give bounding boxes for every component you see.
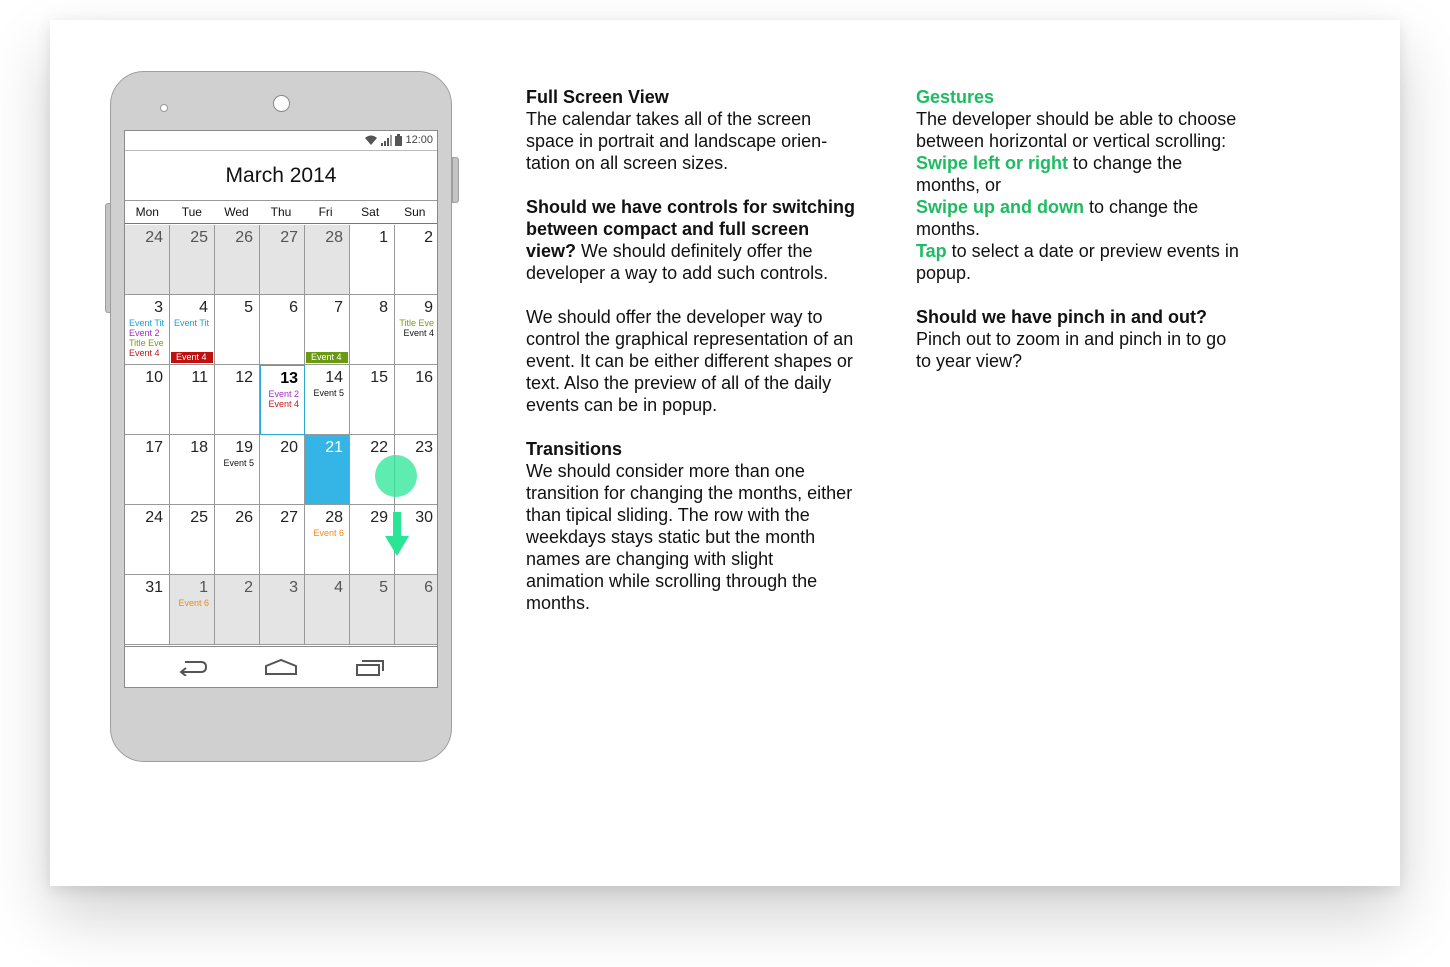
section-title: Gestures — [916, 87, 995, 107]
calendar-day-cell[interactable] — [305, 365, 350, 435]
day-number: 2 — [244, 579, 253, 596]
day-number: 7 — [334, 299, 343, 316]
calendar-day-cell[interactable] — [260, 575, 305, 645]
day-number: 4 — [334, 579, 343, 596]
event-bar[interactable]: Event 4 — [171, 352, 213, 363]
section-title: Transitions — [526, 439, 623, 459]
day-number: 3 — [289, 579, 298, 596]
day-number: 29 — [370, 509, 388, 526]
day-number: 5 — [379, 579, 388, 596]
calendar-day-cell[interactable] — [215, 505, 260, 575]
day-number: 27 — [280, 229, 298, 246]
section-body: The calendar takes all of the screen space in portrait and landscape orien-tation on all screen sizes. — [526, 109, 828, 173]
event-label[interactable]: Title Eve — [129, 338, 164, 348]
event-label[interactable]: Event Tit — [173, 318, 209, 328]
day-number: 24 — [145, 229, 163, 246]
day-number: 3 — [154, 299, 163, 316]
calendar-day-cell[interactable] — [170, 295, 215, 365]
sensor-icon — [160, 104, 168, 112]
calendar-day-cell[interactable] — [350, 365, 395, 435]
day-number: 30 — [415, 509, 433, 526]
calendar-day-cell[interactable] — [305, 435, 350, 505]
event-label[interactable]: Event 4 — [129, 348, 160, 358]
section-transitions — [526, 438, 856, 614]
day-number: 28 — [325, 509, 343, 526]
section-body: Pinch out to zoom in and pinch in to go to year view? — [916, 329, 1227, 371]
day-number: 12 — [235, 369, 253, 386]
month-title: March 2014 — [125, 151, 437, 201]
gesture-text: to change the months. — [916, 197, 1199, 239]
day-number: 6 — [424, 579, 433, 596]
gesture-keyword: Swipe left or right — [916, 153, 1069, 173]
calendar-day-cell[interactable] — [350, 225, 395, 295]
calendar-day-cell[interactable] — [260, 435, 305, 505]
day-number: 25 — [190, 229, 208, 246]
section-body: The developer should be able to choose between horizontal or vertical scrolling: — [916, 109, 1237, 151]
wifi-icon — [364, 134, 378, 146]
event-label[interactable]: Event 6 — [178, 598, 209, 608]
day-number: 19 — [235, 439, 253, 456]
calendar-day-cell[interactable] — [215, 225, 260, 295]
day-number: 22 — [370, 439, 388, 456]
day-number: 24 — [145, 509, 163, 526]
event-label[interactable]: Event 5 — [223, 458, 254, 468]
android-navbar — [125, 646, 437, 687]
calendar-day-cell[interactable] — [305, 575, 350, 645]
gesture-keyword: Swipe up and down — [916, 197, 1084, 217]
calendar-day-cell[interactable] — [170, 505, 215, 575]
day-number: 23 — [415, 439, 433, 456]
event-label[interactable]: Title Eve — [399, 318, 434, 328]
section-body: We should definitely offer the developer a way to add such controls. — [526, 241, 829, 283]
section-question: Should we have pinch in and out? — [916, 307, 1208, 327]
weekday-label: Fri — [318, 205, 333, 219]
section-controls — [526, 196, 856, 284]
day-number: 2 — [424, 229, 433, 246]
calendar-day-cell[interactable] — [170, 435, 215, 505]
calendar-day-cell[interactable] — [170, 365, 215, 435]
event-label[interactable]: Event 4 — [403, 328, 434, 338]
day-number: 6 — [289, 299, 298, 316]
weekday-label: Wed — [224, 205, 249, 219]
section-body: We should offer the developer way to control the graphical representation of an event. It can be either different shapes or text. Also the preview of all of the daily events can be in popup. — [526, 307, 854, 415]
calendar-day-cell[interactable] — [215, 365, 260, 435]
gesture-text: to select a date or preview events in popup. — [916, 241, 1239, 283]
day-number: 14 — [325, 369, 343, 386]
weekday-label: Thu — [270, 205, 292, 219]
event-label[interactable]: Event 2 — [268, 389, 299, 399]
back-icon[interactable] — [175, 655, 211, 679]
camera-icon — [273, 95, 290, 112]
calendar-day-cell[interactable] — [395, 365, 438, 435]
day-number: 20 — [280, 439, 298, 456]
day-number: 21 — [325, 439, 343, 456]
calendar-day-cell[interactable] — [305, 505, 350, 575]
day-number: 8 — [379, 299, 388, 316]
calendar-day-cell[interactable] — [395, 295, 438, 365]
weekday-label: Tue — [181, 205, 202, 219]
calendar-day-cell[interactable] — [125, 365, 170, 435]
day-number: 26 — [235, 509, 253, 526]
calendar-day-cell[interactable] — [305, 295, 350, 365]
day-number: 15 — [370, 369, 388, 386]
gesture-keyword: Tap — [916, 241, 947, 261]
calendar-day-cell[interactable] — [125, 505, 170, 575]
section-gestures — [916, 86, 1246, 284]
home-icon[interactable] — [263, 655, 299, 679]
weekday-label: Sat — [361, 205, 380, 219]
recent-apps-icon[interactable] — [352, 655, 388, 679]
day-number: 1 — [379, 229, 388, 246]
calendar-day-cell[interactable] — [350, 575, 395, 645]
status-time: 12:00 — [405, 134, 433, 146]
battery-icon — [395, 134, 402, 146]
calendar-day-cell[interactable] — [260, 295, 305, 365]
calendar-grid — [125, 225, 438, 646]
calendar-day-cell[interactable] — [215, 575, 260, 645]
day-number: 26 — [235, 229, 253, 246]
section-pinch — [916, 306, 1246, 372]
touch-point-indicator — [375, 455, 417, 497]
day-number: 31 — [145, 579, 163, 596]
day-number: 5 — [244, 299, 253, 316]
swipe-down-arrow-icon — [384, 512, 410, 558]
calendar-day-cell[interactable] — [305, 225, 350, 295]
calendar-day-cell[interactable] — [125, 295, 170, 365]
status-bar — [125, 131, 437, 151]
day-number: 9 — [424, 299, 433, 316]
calendar-day-cell[interactable] — [215, 435, 260, 505]
calendar-day-cell[interactable] — [260, 365, 305, 435]
calendar-day-cell[interactable] — [125, 225, 170, 295]
calendar-day-cell[interactable] — [215, 295, 260, 365]
text-column-1 — [526, 86, 856, 636]
day-number: 10 — [145, 369, 163, 386]
day-number: 1 — [199, 579, 208, 596]
section-full-screen — [526, 86, 856, 174]
gesture-text: to change the months, or — [916, 153, 1183, 195]
calendar-day-cell[interactable] — [260, 505, 305, 575]
calendar-day-cell[interactable] — [395, 225, 438, 295]
event-bar[interactable]: Event 4 — [306, 352, 348, 363]
weekday-row — [125, 201, 437, 224]
calendar-day-cell[interactable] — [260, 225, 305, 295]
event-label[interactable]: Event 5 — [313, 388, 344, 398]
power-button — [452, 157, 459, 203]
weekday-label: Sun — [404, 205, 426, 219]
event-label[interactable]: Event 2 — [129, 328, 160, 338]
event-label[interactable]: Event 4 — [268, 399, 299, 409]
phone-screen — [124, 130, 438, 688]
day-number: 27 — [280, 509, 298, 526]
day-number: 4 — [199, 299, 208, 316]
day-number: 18 — [190, 439, 208, 456]
calendar-day-cell[interactable] — [170, 225, 215, 295]
text-column-2 — [916, 86, 1246, 394]
day-number: 13 — [280, 370, 298, 387]
section-body: We should consider more than one transition for changing the months, either than tipical sliding. The row with the weekdays stays static but the month names are changing with slight animation while scrolling through the months. — [526, 461, 853, 613]
day-number: 11 — [191, 369, 208, 386]
section-title: Full Screen View — [526, 87, 669, 107]
day-number: 25 — [190, 509, 208, 526]
section-question: Should we have controls for switching between compact and full screen view? — [526, 197, 856, 261]
calendar-day-cell[interactable] — [350, 295, 395, 365]
day-number: 17 — [145, 439, 163, 456]
event-label[interactable]: Event Tit — [129, 318, 165, 328]
day-number: 28 — [325, 229, 343, 246]
calendar-day-cell[interactable] — [125, 435, 170, 505]
signal-icon — [381, 135, 392, 146]
event-label[interactable]: Event 6 — [313, 528, 344, 538]
section-representation — [526, 306, 856, 416]
day-number: 16 — [415, 369, 433, 386]
weekday-label: Mon — [135, 205, 159, 219]
calendar-day-cell[interactable] — [395, 575, 438, 645]
calendar-day-cell[interactable] — [125, 575, 170, 645]
calendar-day-cell[interactable] — [170, 575, 215, 645]
